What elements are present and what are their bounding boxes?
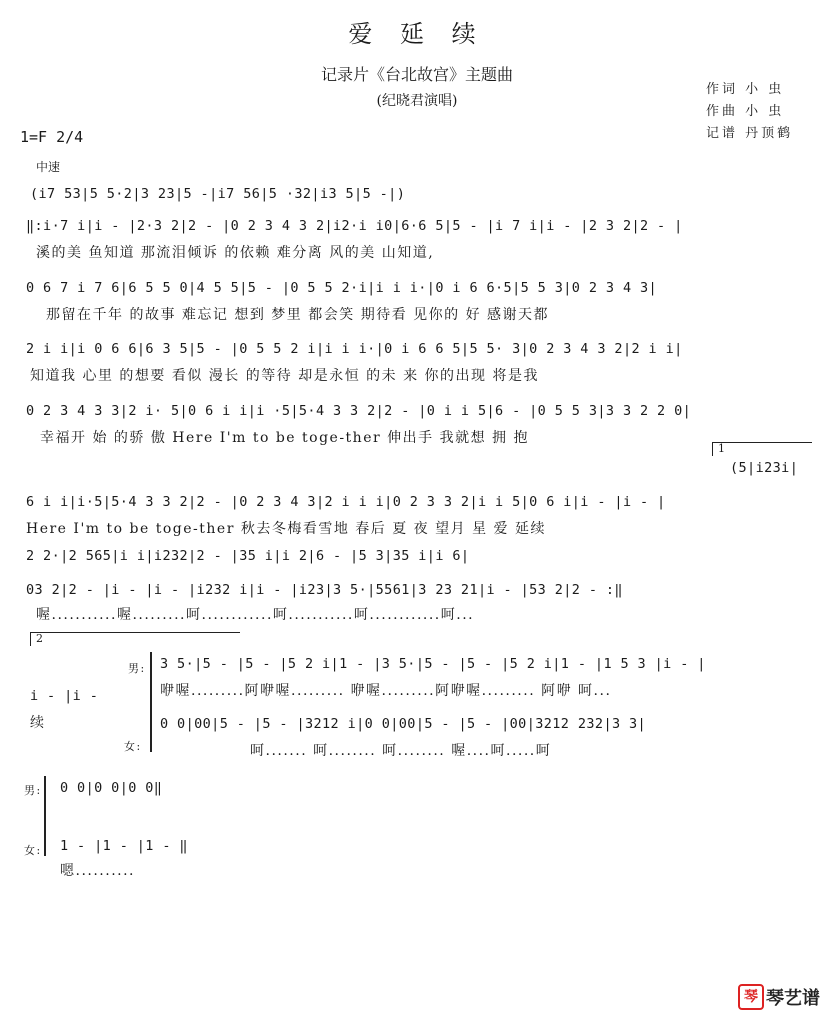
volta-1-tick	[712, 442, 713, 456]
final-staff-brace	[44, 776, 46, 856]
final-male-notes: 0 0|0 0|0 0‖	[60, 780, 163, 796]
notation-line-1: ‖:i·7 i|i - |2·3 2|2 - |0 2 3 4 3 2|i2·i i0|6·6 5|5 - |i 7 i|i - |2 3 2|2 - |	[26, 218, 683, 234]
singer-note: (纪晓君演唱)	[376, 93, 458, 109]
volta-2-label: 2	[36, 632, 43, 645]
male-voice-label: 男:	[128, 662, 146, 675]
final-female-notes: 1 - |1 - |1 - ‖	[60, 838, 188, 854]
watermark-text: 琴艺谱	[766, 988, 820, 1009]
credit-composer: 作曲 小 虫	[706, 104, 785, 119]
final-female-label: 女:	[24, 844, 42, 857]
staff-brace	[150, 652, 152, 752]
song-title: 爱 延 续	[348, 20, 486, 48]
credit-lyricist: 作词 小 虫	[706, 82, 785, 97]
watermark-logo	[738, 984, 820, 1010]
tempo-marking: 中速	[36, 160, 61, 174]
intro-notes: (i7 53|5 5·2|3 23|5 -|i7 56|5 ·32|i3 5|5 -|)	[30, 186, 406, 202]
ending-notes: i - |i -	[30, 688, 99, 704]
notation-line-3: 2 i i|i 0 6 6|6 3 5|5 - |0 5 5 2 i|i i i·|0 i 6 6 5|5 5· 3|0 2 3 4 3 2|2 i i|	[26, 341, 683, 357]
notation-line-2: 0 6 7 i 7 6|6 5 5 0|4 5 5|5 - |0 5 5 2·i|i i i·|0 i 6 6·5|5 5 3|0 2 3 4 3|	[26, 280, 658, 296]
lyric-line-3: 知道我 心里 的想要 看似 漫长 的等待 却是永恒 的未 来 你的出现 将是我	[30, 368, 540, 384]
final-male-label: 男:	[24, 784, 42, 797]
volta-1-notes: (5|i23i|	[730, 460, 799, 476]
song-subtitle: 记录片《台北故宫》主题曲	[320, 65, 513, 84]
notation-line-6: 2 2·|2 565|i i|i232|2 - |35 i|i 2|6 - |5 3|35 i|i 6|	[26, 548, 470, 564]
ending-lyric: 续	[30, 715, 46, 731]
notation-line-7: 03 2|2 - |i - |i - |i232 i|i - |i23|3 5·|5561|3 23 21|i - |53 2|2 - :‖	[26, 582, 623, 598]
male-voice-lyrics: 咿喔.........阿咿喔......... 咿喔.........阿咿喔......... 阿咿 呵...	[160, 683, 612, 699]
female-voice-label: 女:	[124, 740, 142, 753]
female-voice-lyrics: 呵....... 呵........ 呵........ 喔....呵.....呵	[250, 743, 552, 759]
female-voice-notes: 0 0|00|5 - |5 - |3212 i|0 0|00|5 - |5 - |00|3212 232|3 3|	[160, 716, 647, 732]
lyric-line-4: 幸福开 始 的骄 傲 Here I'm to be toge-ther 伸出手 我就想 拥 抱	[40, 430, 529, 446]
lyric-line-5: Here I'm to be toge-ther 秋去冬梅看雪地 春后 夏 夜 望月 星 爱 延续	[26, 521, 546, 537]
volta-2-bracket	[30, 632, 240, 633]
credit-transcriber: 记谱 丹顶鹤	[706, 126, 794, 141]
lyric-line-7: 喔...........喔.........呵............呵...........呵............呵...	[36, 607, 475, 623]
volta-1-bracket	[712, 442, 812, 443]
notation-line-4: 0 2 3 4 3 3|2 i· 5|0 6 i i|i ·5|5·4 3 3 2|2 - |0 i i 5|6 - |0 5 5 3|3 3 2 2 0|	[26, 403, 692, 419]
final-lyric: 嗯..........	[60, 863, 136, 879]
male-voice-notes: 3 5·|5 - |5 - |5 2 i|1 - |3 5·|5 - |5 - |5 2 i|1 - |1 5 3 |i - |	[160, 656, 706, 672]
lyric-line-2: 那留在千年 的故事 难忘记 想到 梦里 都会笑 期待看 见你的 好 感谢天都	[46, 307, 550, 323]
key-signature: 1=F 2/4	[20, 128, 84, 146]
volta-1-label: 1	[718, 442, 725, 455]
notation-line-5: 6 i i|i·5|5·4 3 3 2|2 - |0 2 3 4 3|2 i i i|0 2 3 3 2|i i 5|0 6 i|i - |i - |	[26, 494, 666, 510]
volta-2-tick	[30, 632, 31, 646]
lyric-line-1: 溪的美 鱼知道 那流泪倾诉 的依赖 难分离 风的美 山知道,	[36, 245, 435, 261]
qinyipu-logo-icon: 琴	[738, 984, 764, 1010]
